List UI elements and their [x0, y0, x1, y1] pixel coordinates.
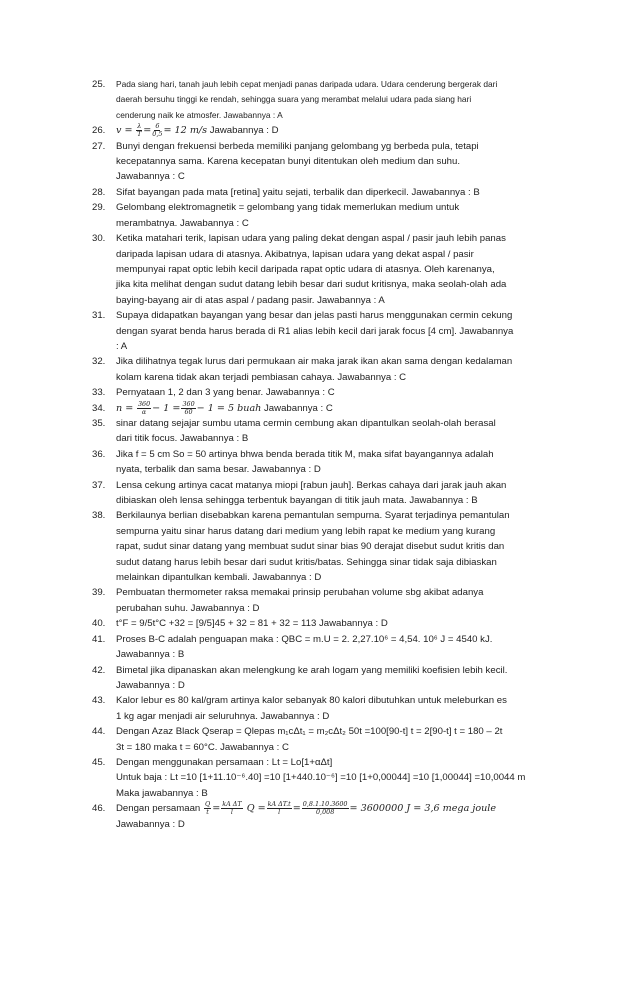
item-number: 38.: [92, 510, 106, 522]
answer-item: [92, 401, 592, 416]
answer-item: [92, 200, 592, 231]
item-number: 36.: [92, 448, 106, 460]
text-line: 3t = 180 maka t = 60°C. Jawabannya : C: [116, 741, 289, 753]
text-line: t°F = 9/5t°C +32 = [9/5]45 + 32 = 81 + 32 = 113 Jawabannya : D: [116, 618, 388, 630]
text-line: sudut datang harus lebih besar dari sudut kritis/batas. Sehingga sinar tidak saja dibiaskan: [116, 556, 497, 568]
text-line: sempurna yaitu sinar harus datang dari medium yang lebih rapat ke medium yang kurang: [116, 525, 496, 537]
item-text: [116, 123, 592, 138]
item-number: 45.: [92, 756, 106, 768]
answer-item: [92, 416, 592, 447]
item-text: [116, 755, 592, 801]
fraction-denominator: l: [230, 808, 233, 817]
answer-item: [92, 354, 592, 385]
answer-item: [92, 755, 592, 801]
text-line: jika kita melihat dengan sudut datang lebih besar dari sudut kritisnya, maka seolah-olah ada: [116, 279, 507, 291]
equation-lead: Dengan persamaan: [116, 803, 203, 815]
text-line: kolam karena tidak akan terjadi pembiasan cahaya. Jawabannya : C: [116, 371, 407, 383]
item-text: [116, 724, 592, 755]
item-text: [116, 185, 592, 200]
item-text: [116, 508, 592, 585]
item-number: 37.: [92, 479, 106, 491]
equation-part: =: [292, 803, 301, 815]
text-line: dari titik focus. Jawabannya : B: [116, 433, 249, 445]
equation-lhs: v =: [116, 125, 133, 137]
fraction-denominator: t: [206, 808, 209, 817]
text-line: Jawabannya : D: [116, 679, 185, 691]
text-line: Gelombang elektromagnetik = gelombang yang tidak memerlukan medium untuk: [116, 202, 460, 214]
text-line: 1 kg agar menjadi air seluruhnya. Jawabannya : D: [116, 710, 330, 722]
text-line: daripada lapisan udara di atasnya. Akibatnya, lapisan udara yang dekat aspal / pasir: [116, 248, 474, 260]
answer-item: [92, 663, 592, 694]
fraction-denominator: 0,008: [315, 808, 335, 817]
item-number: 30.: [92, 233, 106, 245]
text-line: Untuk baja : Lt =10 [1+11.10⁻⁶.40] =10 [1+440.10⁻⁶] =10 [1+0,00044] =10 [1,00044] =10,0044 m: [116, 772, 526, 784]
fraction: [204, 801, 211, 816]
equation-part: =: [212, 803, 221, 815]
text-line: sinar datang sejajar sumbu utama cermin cembung akan dipantulkan seolah-olah berasal: [116, 418, 496, 429]
fraction-denominator: l: [278, 808, 281, 817]
fraction: [137, 401, 151, 416]
text-line: Bunyi dengan frekuensi berbeda memiliki panjang gelombang yg berbeda pula, tetapi: [116, 140, 479, 152]
text-line: Sifat bayangan pada mata [retina] yaitu sejati, terbalik dan diperkecil. Jawabannya : B: [116, 186, 480, 198]
text-line: Jika dilihatnya tegak lurus dari permukaan air maka jarak ikan akan sama dengan kedalaman: [116, 356, 513, 368]
equation-rhs: = 12 m/s: [163, 125, 208, 137]
text-line: cenderung naik ke atmosfer. Jawabannya : A: [116, 109, 283, 120]
answer-item: [92, 308, 592, 354]
item-number: 42.: [92, 664, 106, 676]
answer-item: [92, 385, 592, 400]
item-number: 40.: [92, 618, 106, 630]
fraction-denominator: T: [137, 130, 142, 139]
item-number: 27.: [92, 140, 106, 152]
item-text: [116, 385, 592, 400]
equation-line: [116, 801, 592, 816]
fraction-denominator: 60: [184, 407, 193, 416]
fraction-numerator: Q: [204, 800, 211, 809]
text-line: kecepatannya sama. Karena kecepatan bunyi ditentukan oleh medium dan suhu.: [116, 156, 461, 168]
answer-item: [92, 185, 592, 200]
text-line: Maka jawabannya : B: [116, 787, 208, 799]
text-line: Berkilaunya berlian disebabkan karena pemantulan sempurna. Syarat terjadinya pemantulan: [116, 510, 510, 522]
item-number: 28.: [92, 186, 106, 198]
item-text: [116, 308, 592, 354]
equation-part: − 1 =: [152, 402, 181, 414]
fraction-denominator: α: [141, 407, 147, 416]
item-text: [116, 139, 592, 185]
item-number: 44.: [92, 726, 106, 738]
text-line: Jawabannya : B: [116, 649, 185, 661]
text-line: mempunyai rapat optic lebih kecil daripada rapat optic udara di atasnya. Oleh karenanya,: [116, 263, 495, 275]
text-line: Supaya didapatkan bayangan yang besar dan jelas pasti harus menggunakan cermin cekung: [116, 310, 513, 322]
text-line: Lensa cekung artinya cacat matanya miopi [rabun jauh]. Berkas cahaya dari jarak jauh akan: [116, 479, 507, 491]
text-line: : A: [116, 340, 128, 352]
text-line: Pernyataan 1, 2 dan 3 yang benar. Jawabannya : C: [116, 387, 335, 399]
answer-item: [92, 123, 592, 138]
answer-item: [92, 139, 592, 185]
text-line: Jawabannya : C: [116, 171, 185, 183]
answer-item: [92, 801, 592, 832]
text-line: Dengan Azaz Black Qserap = Qlepas m₁cΔt₁ = m₂cΔt₂ 50t =100[90-t] t = 2[90-t] t = 180 – 2t: [116, 726, 503, 738]
fraction: [136, 123, 142, 138]
item-text: [116, 77, 592, 123]
text-line: nyata, terbalik dan sama besar. Jawabannya : D: [116, 464, 321, 476]
text-line: merambatnya. Jawabannya : C: [116, 217, 249, 229]
text-line: Jika f = 5 cm So = 50 artinya bhwa benda berada titik M, maka sifat bayangannya adalah: [116, 448, 494, 460]
fraction: [221, 801, 242, 816]
equation-part: =: [143, 125, 152, 137]
item-number: 34.: [92, 402, 106, 414]
item-number: 41.: [92, 633, 106, 645]
equation-rhs: − 1 = 5 buah: [196, 402, 262, 414]
item-text: [116, 231, 592, 308]
item-number: 32.: [92, 356, 106, 368]
fraction: [152, 123, 162, 138]
item-text: [116, 401, 592, 416]
item-text: [116, 478, 592, 509]
answer-item: [92, 693, 592, 724]
answer-key-document: [92, 77, 592, 832]
item-number: 46.: [92, 803, 106, 815]
fraction-denominator: 0,5: [152, 130, 163, 139]
text-line: Bimetal jika dipanaskan akan melengkung ke arah logam yang memiliki koefisien lebih kecil.: [116, 664, 508, 676]
item-number: 43.: [92, 695, 106, 707]
fraction-numerator: 6: [155, 122, 160, 131]
fraction-numerator: 360: [137, 399, 151, 408]
text-line: daerah bersuhu tinggi ke rendah, sehingga suara yang merambat melalui udara pada siang hari: [116, 94, 472, 105]
fraction-numerator: kA ΔT.t: [267, 800, 291, 809]
answer-item: [92, 632, 592, 663]
text-line: Pembuatan thermometer raksa memakai prinsip perubahan volume sbg akibat adanya: [116, 587, 484, 599]
answer-item: [92, 616, 592, 631]
item-number: 33.: [92, 387, 106, 399]
item-text: [116, 801, 592, 832]
item-text: [116, 616, 592, 631]
item-text: [116, 200, 592, 231]
item-text: [116, 354, 592, 385]
answer-item: [92, 724, 592, 755]
item-number: 35.: [92, 418, 106, 429]
fraction-numerator: 360: [182, 399, 195, 408]
text-line: Jawabannya : D: [116, 818, 185, 830]
item-number: 31.: [92, 310, 106, 322]
item-text: [116, 663, 592, 694]
answer-item: [92, 478, 592, 509]
item-number: 39.: [92, 587, 106, 599]
answer-item: [92, 447, 592, 478]
fraction: [267, 801, 292, 816]
item-number: 26.: [92, 125, 106, 137]
equation-lhs: n =: [116, 402, 134, 414]
item-number: 25.: [92, 79, 106, 90]
equation-line: [116, 401, 592, 416]
answer-item: [92, 231, 592, 308]
item-text: [116, 693, 592, 724]
answer-item: [92, 585, 592, 616]
answer-item: [92, 77, 592, 123]
text-line: rapat, sudut sinar datang yang membuat sudut sinar bias 90 derajat disebut sudut kritis dan: [116, 541, 505, 553]
fraction-numerator: λ: [137, 122, 142, 131]
equation-part: Q =: [243, 803, 266, 815]
text-line: Proses B-C adalah penguapan maka : QBC = m.U = 2. 2,27.10⁶ = 4,54. 10⁶ J = 4540 kJ.: [116, 633, 493, 645]
text-line: Kalor lebur es 80 kal/gram artinya kalor sebanyak 80 kalori dibutuhkan untuk meleburkan es: [116, 695, 507, 707]
item-number: 29.: [92, 202, 106, 214]
equation-rhs: = 3600000 J = 3,6 mega joule: [349, 803, 497, 815]
item-text: [116, 632, 592, 663]
fraction: [181, 401, 195, 416]
item-text: [116, 416, 592, 447]
item-text: [116, 585, 592, 616]
fraction: [302, 801, 349, 816]
text-line: dibiaskan oleh lensa sehingga terbentuk bayangan di titik jauh mata. Jawabannya : B: [116, 495, 478, 507]
text-line: baying-bayang air di atas aspal / padang pasir. Jawabannya : A: [116, 294, 385, 306]
fraction-numerator: kA ΔT: [222, 800, 242, 809]
answer-text: Jawabannya : C: [261, 402, 333, 414]
text-line: Dengan menggunakan persamaan : Lt = Lo[1+αΔt]: [116, 756, 333, 768]
equation-line: [116, 123, 592, 138]
text-line: melainkan dipantulkan kembali. Jawabannya : D: [116, 572, 322, 584]
text-line: Ketika matahari terik, lapisan udara yang paling dekat dengan aspal / pasir jauh lebih panas: [116, 233, 506, 245]
text-line: dengan syarat benda harus berada di R1 alias lebih kecil dari jarak focus [4 cm]. Jawabannya: [116, 325, 514, 337]
item-text: [116, 447, 592, 478]
text-line: Pada siang hari, tanah jauh lebih cepat menjadi panas daripada udara. Udara cenderung bergerak dari: [116, 79, 498, 89]
answer-item: [92, 508, 592, 585]
text-line: perubahan suhu. Jawabannya : D: [116, 602, 260, 614]
fraction-numerator: 0,8.1.10.3600: [302, 800, 348, 809]
answer-text: Jawabannya : D: [207, 125, 279, 137]
